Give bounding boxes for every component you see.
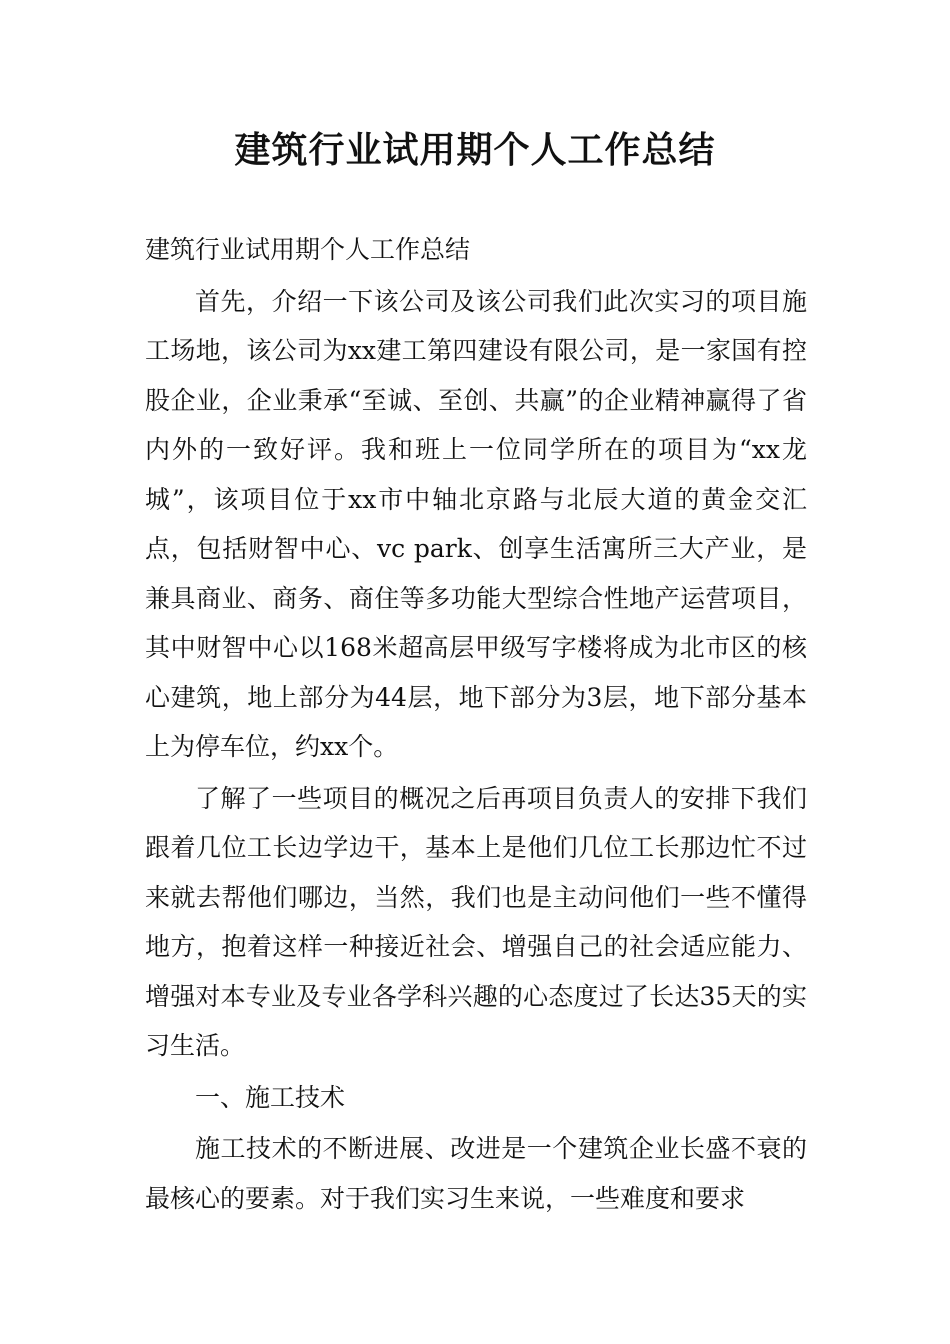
body-paragraph: 了解了一些项目的概况之后再项目负责人的安排下我们跟着几位工长边学边干，基本上是他们几位工长那边忙不过来就去帮他们哪边，当然，我们也是主动问他们一些不懂得地方，抱着这样一种接近社会、增强自己的社会适应能力、增强对本专业及专业各学科兴趣的心态度过了长达35天的实习生活。: [145, 783, 807, 1060]
section-heading: 一、施工技术: [195, 1082, 346, 1112]
subtitle-paragraph: 建筑行业试用期个人工作总结: [145, 235, 471, 264]
body-paragraph: 首先，介绍一下该公司及该公司我们此次实习的项目施工场地，该公司为xx建工第四建设有限公司，是一家国有控股企业，企业秉承“至诚、至创、共赢”的企业精神赢得了省内外的一致好评。我和班上一位同学所在的项目为“xx龙城”，该项目位于xx市中轴北京路与北辰大道的黄金交汇点，包括财智中心、vc park、创享生活寓所三大产业，是兼具商业、商务、商住等多功能大型综合性地产运营项目，其中财智中心以168米超高层甲级写字楼将成为北市区的核心建筑，地上部分为44层，地下部分为3层，地下部分基本上为停车位，约xx个。: [145, 286, 807, 761]
document-title: 建筑行业试用期个人工作总结: [234, 130, 716, 171]
body-paragraph: 施工技术的不断进展、改进是一个建筑企业长盛不衰的最核心的要素。对于我们实习生来说，一些难度和要求: [145, 1134, 807, 1213]
document-body: [145, 225, 807, 1223]
